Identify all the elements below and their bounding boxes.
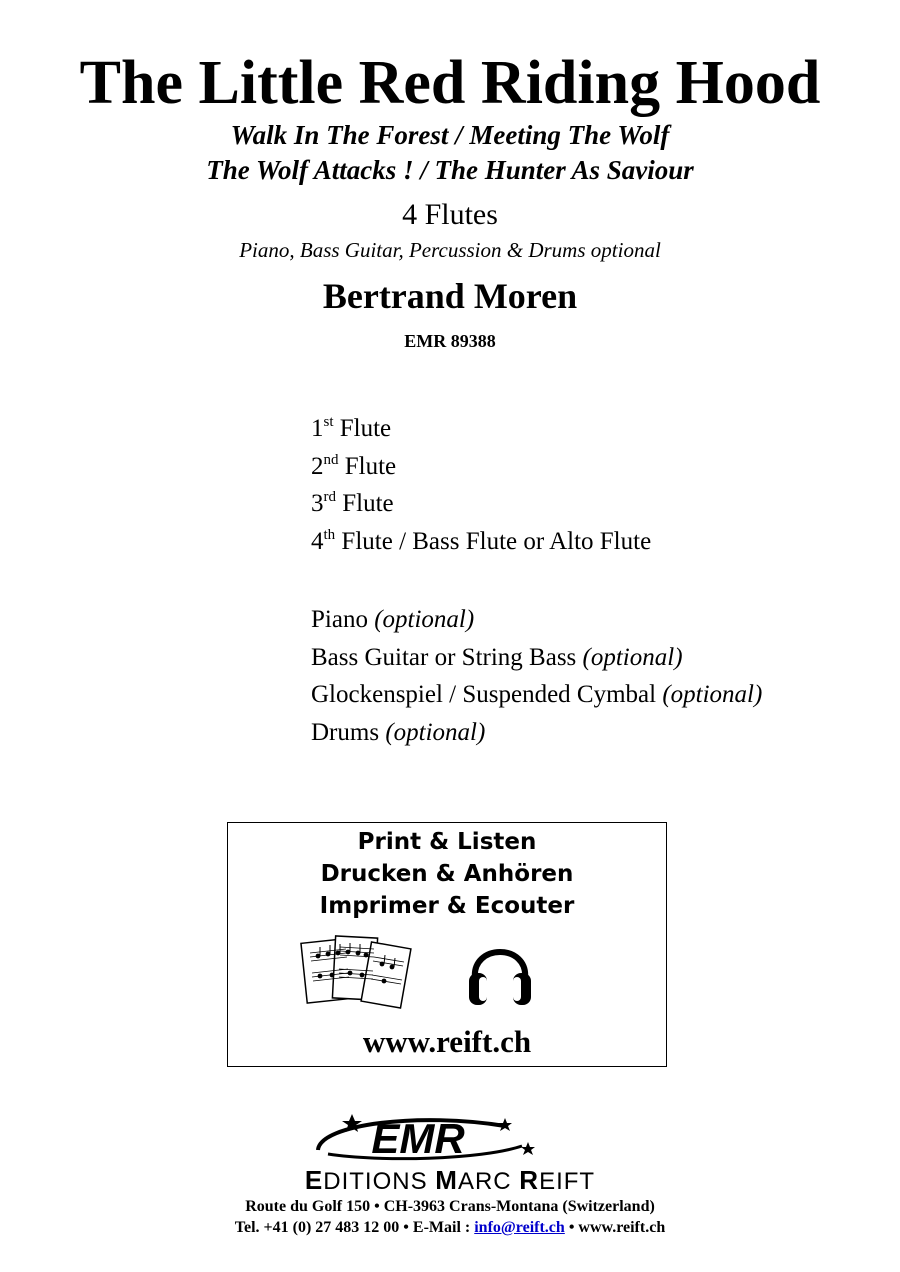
- parts-list: [311, 410, 762, 751]
- publisher-contact: Tel. +41 (0) 27 483 12 00 • E-Mail : info@reift.ch • www.reift.ch: [234, 1219, 666, 1236]
- composer-name: Bertrand Moren: [322, 276, 578, 316]
- promo-line-english: Print & Listen: [357, 829, 537, 855]
- svg-text:EMR: EMR: [371, 1115, 465, 1162]
- part-flute-1: 1st Flute: [311, 414, 392, 442]
- part-piano: Piano (optional): [311, 606, 475, 633]
- publisher-address: Route du Golf 150 • CH-3963 Crans-Montana (Switzerland): [245, 1198, 655, 1215]
- part-flute-4: 4th Flute / Bass Flute or Alto Flute: [311, 526, 652, 555]
- sheet-music-icon: [300, 931, 412, 1011]
- optional-instruments: Piano, Bass Guitar, Percussion & Drums optional: [239, 238, 661, 262]
- email-link[interactable]: info@reift.ch: [474, 1219, 565, 1236]
- part-flute-2: 2nd Flute: [311, 451, 397, 480]
- promo-line-german: Drucken & Anhören: [320, 861, 574, 887]
- publisher-name: EDITIONS MARC REIFT: [304, 1165, 596, 1195]
- page-title: The Little Red Riding Hood: [79, 49, 821, 117]
- part-flute-3: 3rd Flute: [311, 489, 394, 517]
- emr-logo: [300, 1108, 550, 1168]
- promo-website[interactable]: www.reift.ch: [362, 1024, 532, 1059]
- headphones-icon: [465, 933, 535, 1009]
- part-bass-guitar: Bass Guitar or String Bass (optional): [311, 643, 683, 671]
- movement-subtitle-2: The Wolf Attacks ! / The Hunter As Saviour: [206, 155, 694, 185]
- part-drums: Drums (optional): [311, 718, 486, 746]
- promo-line-french: Imprimer & Ecouter: [319, 893, 575, 919]
- part-glockenspiel: Glockenspiel / Suspended Cymbal (optional): [311, 681, 763, 708]
- catalog-number: EMR 89388: [404, 331, 496, 351]
- movement-subtitle-1: Walk In The Forest / Meeting The Wolf: [230, 120, 670, 150]
- instrumentation: 4 Flutes: [402, 198, 498, 231]
- print-listen-box: [227, 822, 667, 1067]
